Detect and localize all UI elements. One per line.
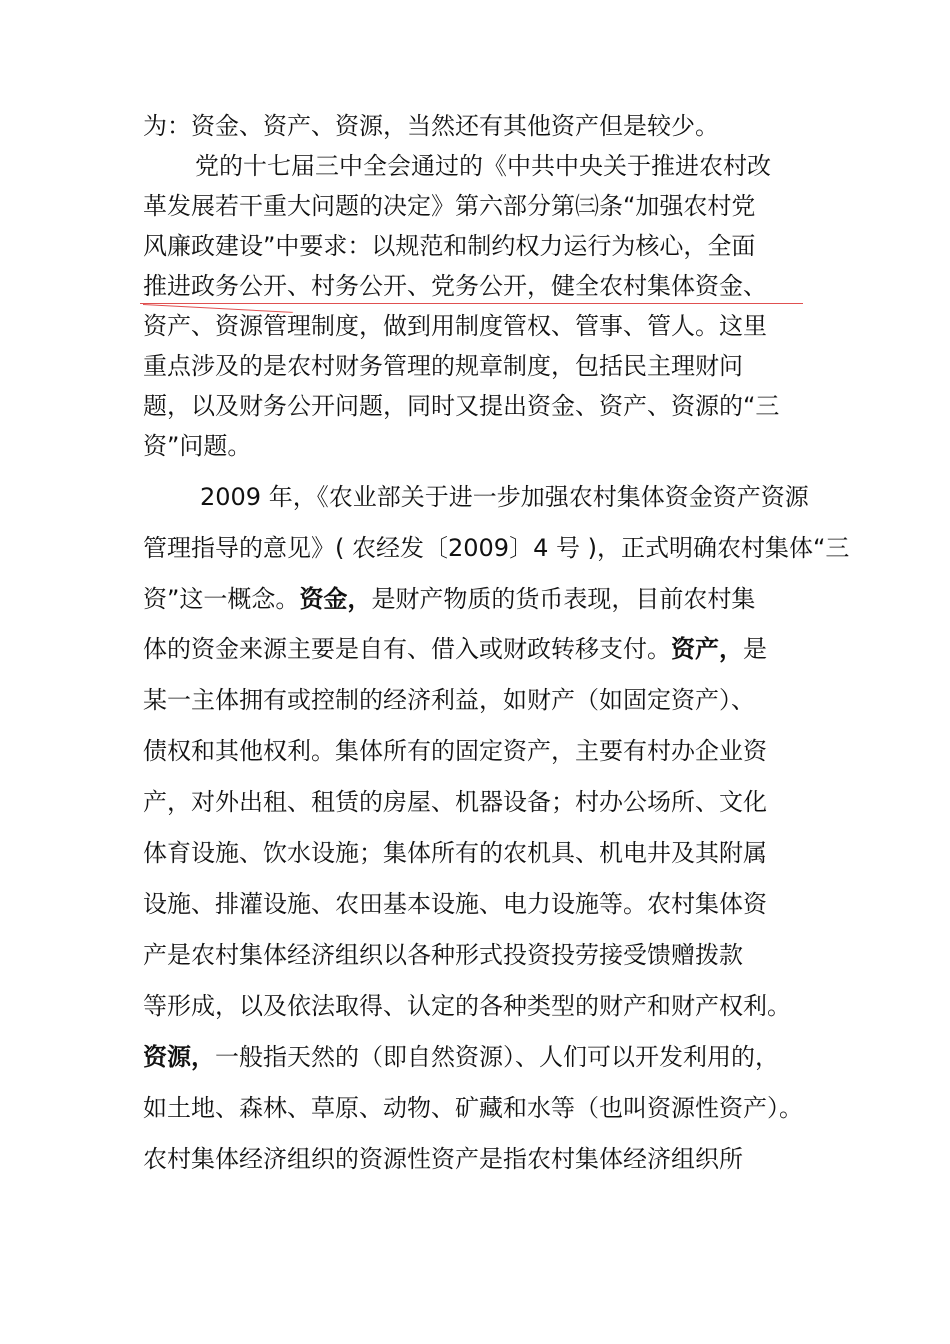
red-underline (140, 303, 803, 304)
text-line: 农村集体经济组织的资源性资产是指农村集体经济组织所 (143, 1145, 743, 1173)
text-line: 产是农村集体经济组织以各种形式投资投劳接受馈赠拨款 (143, 941, 743, 969)
text-line: 体育设施、饮水设施；集体所有的农机具、机电井及其附属 (143, 839, 767, 867)
text-line: 革发展若干重大问题的决定》第六部分第㈢条“加强农村党 (143, 192, 756, 220)
text-segment: 是 (743, 635, 767, 663)
text-line: 题，以及财务公开问题，同时又提出资金、资产、资源的“三 (143, 392, 780, 420)
text-line: 2009 年，《农业部关于进一步加强农村集体资金资产资源 (200, 483, 809, 511)
text-line: 资”问题。 (143, 432, 252, 460)
text-line: 某一主体拥有或控制的经济利益，如财产（如固定资产）、 (143, 686, 755, 714)
text-line (143, 584, 823, 614)
text-line: 推进政务公开、村务公开、党务公开，健全农村集体资金、 (143, 272, 767, 300)
text-segment: 一般指天然的（即自然资源）、人们可以开发利用的， (215, 1043, 779, 1071)
text-line: 如土地、森林、草原、动物、矿藏和水等（也叫资源性资产）。 (143, 1094, 803, 1122)
text-line: 产，对外出租、租赁的房屋、机器设备；村办公场所、文化 (143, 788, 767, 816)
text-line: 为：资金、资产、资源，当然还有其他资产但是较少。 (143, 112, 719, 140)
text-segment: 资”这一概念。 (143, 585, 300, 613)
text-line: 债权和其他权利。集体所有的固定资产，主要有村办企业资 (143, 737, 767, 765)
bold-term-ziyuan: 资源， (143, 1043, 215, 1071)
text-line: 设施、排灌设施、农田基本设施、电力设施等。农村集体资 (143, 890, 767, 918)
text-line: 党的十七届三中全会通过的《中共中央关于推进农村改 (195, 152, 771, 180)
bold-term-zichan: 资产， (671, 635, 743, 663)
text-line: 等形成，以及依法取得、认定的各种类型的财产和财产权利。 (143, 992, 791, 1020)
text-line: 管理指导的意见》( 农经发〔2009〕4 号 )，正式明确农村集体“三 (143, 534, 850, 562)
text-line: 风廉政建设”中要求：以规范和制约权力运行为核心，全面 (143, 232, 756, 260)
text-line (143, 634, 823, 664)
text-segment: 体的资金来源主要是自有、借入或财政转移支付。 (143, 635, 671, 663)
text-line: 重点涉及的是农村财务管理的规章制度，包括民主理财问 (143, 352, 743, 380)
text-line (143, 1042, 823, 1072)
text-segment: 是财产物质的货币表现，目前农村集 (371, 585, 756, 613)
text-line: 资产、资源管理制度，做到用制度管权、管事、管人。这里 (143, 312, 767, 340)
bold-term-zijin: 资金， (299, 585, 372, 613)
